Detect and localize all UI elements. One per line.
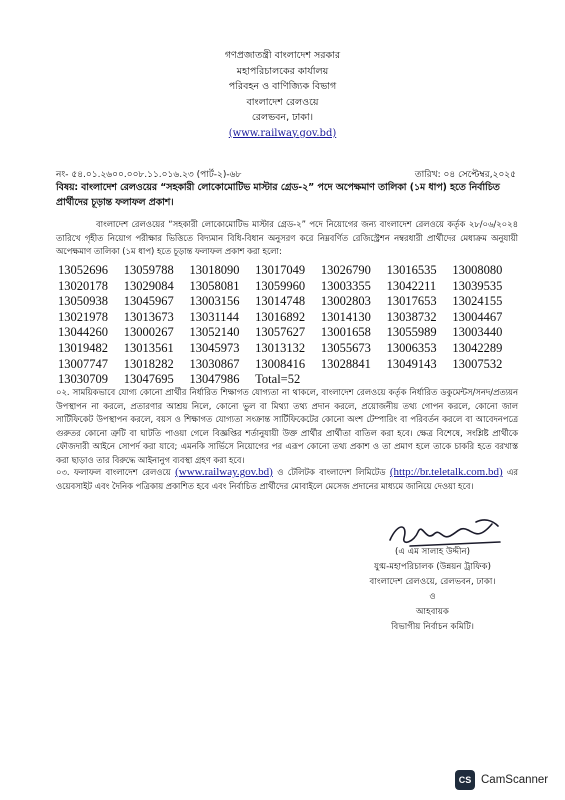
publication-paragraph: [56, 466, 518, 493]
registration-number: 13055989: [386, 325, 437, 340]
registration-number: 13013673: [123, 309, 174, 324]
intro-paragraph: বাংলাদেশ রেলওয়ের “সহকারী লোকোমোটিভ মাস্টার গ্রেড-২” পদে নিয়োগের জন্য বাংলাদেশ রেলওয়ে কর্তৃক ২৮/০৬/২০২৪ তারিখে গৃহীত নিয়োগ পরীক্ষার ভিত্তিতে বিদ্যমান বিধি-বিধান অনুসরণ করে নিম্নবর্ণিত রেজিস্ট্রেশন নম্বরধারী প্রার্থীদের মেধাক্রম অনুযায়ী অপেক্ষমাণ তালিকা (১ম ধাপ) হতে চূড়ান্ত ফলাফল প্রকাশ করা হলো:: [56, 219, 518, 257]
roll-row: [58, 341, 518, 357]
publication-text-3: এর ওয়েবসাইট এবং দৈনিক পত্রিকায় প্রকাশিত হবে এবং নির্বাচিত প্রার্থীদের মোবাইলে মেসেজ প্রদানের মাধ্যমে জানিয়ে দেওয়া হবে।: [56, 467, 519, 491]
signatory-name: (এ এম সালাহ উদ্দীন): [395, 547, 470, 557]
registration-number: 13006353: [386, 340, 437, 355]
registration-number: 13018090: [189, 263, 240, 277]
signatory-role: আহবায়ক: [416, 607, 449, 617]
header-line: পরিবহন ও বাণিজ্যিক বিভাগ: [228, 81, 337, 92]
registration-number: 13039535: [452, 278, 503, 293]
subject-text: বাংলাদেশ রেলওয়ের “সহকারী লোকোমোটিভ মাস্টার গ্রেড-২” পদে অপেক্ষমাণ তালিকা (১ম ধাপ) হতে নির্বাচিত প্রার্থীদের চূড়ান্ত ফলাফল প্রকাশ।: [56, 182, 500, 208]
camscanner-label: CamScanner: [481, 774, 549, 786]
registration-number: 13008080: [452, 263, 503, 277]
roll-row: [58, 325, 518, 341]
railway-website-link[interactable]: (www.railway.gov.bd): [175, 466, 273, 478]
registration-number: 13047986: [189, 372, 240, 387]
registration-number: 13049143: [386, 356, 437, 371]
registration-number: 13028841: [320, 356, 371, 371]
subject-label: বিষয়:: [56, 182, 79, 193]
registration-number: 13001658: [320, 325, 371, 340]
registration-number-table: [58, 263, 518, 388]
registration-number: 13016892: [255, 309, 306, 324]
roll-row: [58, 310, 518, 326]
registration-number: 13019482: [58, 340, 108, 355]
camscanner-icon: CS: [455, 770, 475, 790]
header-line: মহাপরিচালকের কার্যালয়: [236, 65, 329, 77]
camscanner-watermark: [455, 770, 548, 790]
registration-number: 13003440: [452, 325, 503, 340]
registration-number: 13030867: [189, 356, 240, 371]
registration-number: 13052140: [189, 325, 240, 340]
registration-number: 13003355: [320, 278, 371, 293]
signatory-title: যুগ্ম-মহাপরিচালক (উন্নয়ন ট্রাফিক): [374, 562, 491, 572]
registration-number: 13021978: [58, 309, 108, 324]
registration-number: 13002803: [320, 294, 371, 309]
registration-number: 13055673: [320, 340, 371, 355]
memo-number: নং- ৫৪.০১.২৬০০.০০৮.১১.০১৬.২৩ (পার্ট-২)-৬৮: [56, 170, 242, 180]
registration-number: 13059960: [255, 278, 306, 293]
registration-number: 13058081: [189, 278, 240, 293]
registration-number: 13024155: [452, 294, 503, 309]
registration-number: 13013132: [255, 340, 306, 355]
signatory-committee: বিভাগীয় নির্বাচন কমিটি।: [391, 622, 474, 632]
registration-number: 13004467: [452, 309, 503, 324]
registration-number: 13059788: [123, 263, 174, 277]
registration-number: 13016535: [386, 263, 437, 277]
signatory-block: [330, 545, 535, 635]
signatory-conjunction: ও: [429, 592, 436, 602]
registration-number: 13018282: [123, 356, 174, 371]
registration-number: 13029084: [123, 278, 174, 293]
roll-row: [58, 357, 518, 373]
registration-number: 13020178: [58, 278, 108, 293]
registration-number: 13050938: [58, 294, 108, 309]
header-line: রেলভবন, ঢাকা।: [251, 112, 314, 123]
registration-number: 13003156: [189, 294, 240, 309]
header-line: গণপ্রজাতন্ত্রী বাংলাদেশ সরকার: [224, 50, 341, 61]
registration-number: 13030709: [58, 372, 108, 387]
condition-paragraph: ০২. সাময়িকভাবে যোগ্য কোনো প্রার্থীর নির্ধারিত শিক্ষাগত যোগ্যতা না থাকলে, বাংলাদেশ রেলওয়ে কর্তৃক নির্ধারিত ডকুমেন্টস/সনদ/প্রত্যয়ন উপস্থাপন না করলে, প্রতারণার আশ্রয় নিলে, কোনো ভুল বা মিথ্যা তথ্য প্রদান করলে, প্রয়োজনীয় তথ্য গোপন করলে, কোনো জাল সার্টিফিকেট উপস্থাপন করলে, বয়স ও শিক্ষাগত যোগ্যতা সংক্রান্ত সার্টিফিকেটের কোনো অংশ টেম্পারিং বা পরিবর্তন করলে বা আবেদনপত্রে গুরুতর কোনো ত্রুটি বা ঘাটতি পাওয়া গেলে বিজ্ঞপ্তির শর্তানুযায়ী উক্ত প্রার্থীর প্রার্থীতা বাতিল করা হবে। ক্ষেত্র বিশেষে, সংশ্লিষ্ট প্রার্থীকে ফৌজদারী আইনে সোপর্দ করা যাবে; এমনকি সার্ভিসে নিয়োগের পর এরূপ কোনো তথ্য প্রকাশ ও তা প্রমাণ হলে তাকে চাকরি হতে বরখাস্ত করা ছাড়াও তার বিরুদ্ধে আইনানুগ ব্যবস্থা গ্রহণ করা হবে।: [56, 387, 518, 465]
registration-number: 13026790: [320, 263, 371, 277]
website-link[interactable]: (www.railway.gov.bd): [228, 127, 337, 139]
registration-number: 13045967: [123, 294, 174, 309]
memo-date: তারিখ: ০৪ সেপ্টেম্বর,২০২৫: [414, 170, 516, 180]
roll-row: [58, 279, 518, 295]
publication-text-2: ও টেলিটক বাংলাদেশ লিমিটেড: [277, 467, 386, 477]
header-line: বাংলাদেশ রেলওয়ে: [246, 96, 319, 108]
registration-number: 13017653: [386, 294, 437, 309]
registration-number: 13008416: [255, 356, 306, 371]
registration-number: 13007532: [452, 356, 503, 371]
registration-number: 13042289: [452, 340, 503, 355]
roll-row: [58, 263, 518, 279]
roll-row: [58, 294, 518, 310]
registration-number: 13038732: [386, 309, 437, 324]
registration-number: 13014130: [320, 309, 371, 324]
registration-number: 13045973: [189, 340, 240, 355]
teletalk-website-link[interactable]: (http://br.teletalk.com.bd): [389, 466, 503, 478]
registration-number: 13000267: [123, 325, 174, 340]
registration-number: 13013561: [123, 340, 174, 355]
registration-number: 13047695: [123, 372, 174, 387]
registration-number: 13031144: [189, 309, 239, 324]
publication-text-1: ০৩. ফলাফল বাংলাদেশ রেলওয়ে: [56, 467, 171, 477]
total-count: Total=52: [255, 372, 301, 387]
registration-number: 13007747: [58, 356, 108, 371]
registration-number: 13044260: [58, 325, 108, 340]
signatory-office: বাংলাদেশ রেলওয়ে, রেলভবন, ঢাকা।: [369, 577, 496, 587]
registration-number: 13057627: [255, 325, 306, 340]
registration-number: 13017049: [255, 263, 306, 277]
registration-number: 13014748: [255, 294, 306, 309]
letterhead: [0, 48, 565, 141]
registration-number: 13052696: [58, 263, 108, 277]
registration-number: 13042211: [386, 278, 437, 293]
subject-line: [56, 180, 518, 210]
